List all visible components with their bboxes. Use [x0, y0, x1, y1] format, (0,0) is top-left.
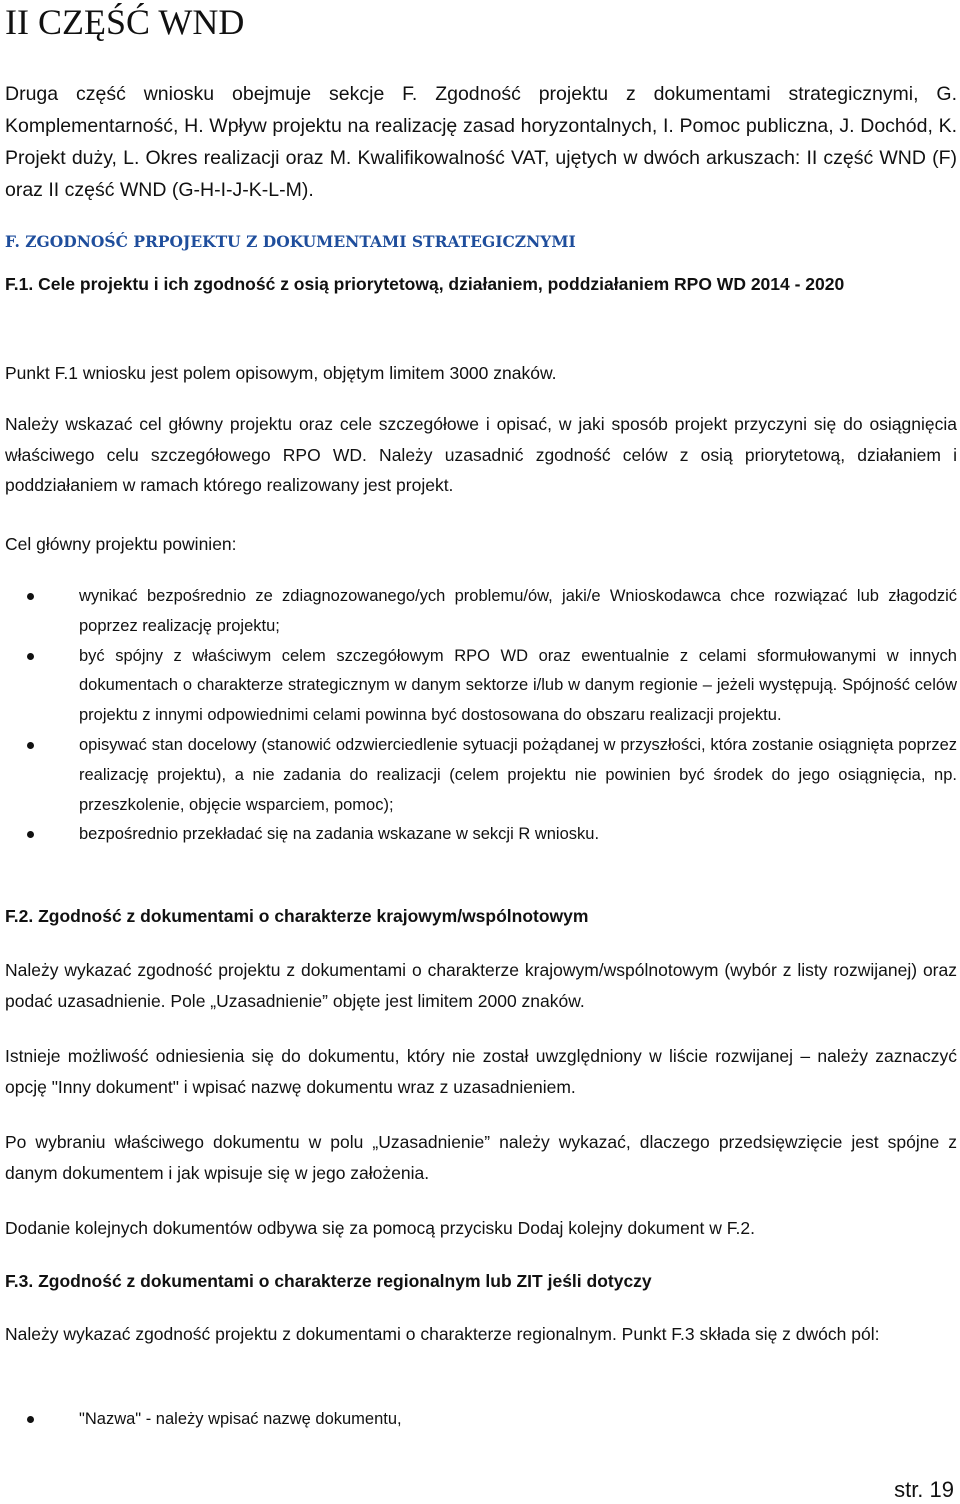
f1-paragraph-2: Należy wskazać cel główny projektu oraz cele szczegółowe i opisać, w jaki sposób projekt przyczyni się do osiągnięcia właściwego celu szczegółowego RPO WD. Należy uzasadnić zgodność celów z osią priorytetową, działaniem i poddziałaniem w ramach którego realizowany jest projekt.	[5, 414, 957, 495]
bullet-icon	[27, 742, 34, 749]
bullet-icon	[27, 593, 34, 600]
list-item: wynikać bezpośrednio ze zdiagnozowanego/ych problemu/ów, jaki/e Wnioskodawca chce rozwiązać lub złagodzić poprzez realizację projektu;	[5, 582, 957, 642]
list-item: być spójny z właściwym celem szczegółowym RPO WD oraz ewentualnie z celami sformułowanymi w innych dokumentach o charakterze strategicznym w danym sektorze i/lub w danym regionie – jeżeli występują. Spójność celów projektu z innymi odpowiednimi celami powinna być dostosowana do obszaru realizacji projektu.	[5, 642, 957, 731]
f1-paragraph-3: Cel główny projektu powinien:	[5, 534, 237, 554]
page-number: str. 19	[894, 1477, 954, 1502]
list-item: bezpośrednio przekładać się na zadania wskazane w sekcji R wniosku.	[5, 820, 957, 850]
f2-paragraph-3: Po wybraniu właściwego dokumentu w polu „Uzasadnienie” należy wykazać, dlaczego przedsięwzięcie jest spójne z danym dokumentem i jak wpisuje się w jego założenia.	[5, 1132, 957, 1183]
page-title: II CZĘŚĆ WND	[5, 2, 245, 42]
f1-paragraph-1: Punkt F.1 wniosku jest polem opisowym, objętym limitem 3000 znaków.	[5, 363, 557, 383]
list-item: "Nazwa" - należy wpisać nazwę dokumentu,	[5, 1405, 957, 1435]
bullet-icon	[27, 1416, 34, 1423]
f3-bullet-list	[5, 1405, 957, 1435]
f3-paragraph-1: Należy wykazać zgodność projektu z dokumentami o charakterze regionalnym. Punkt F.3 składa się z dwóch pól:	[5, 1324, 880, 1344]
intro-paragraph: Druga część wniosku obejmuje sekcje F. Zgodność projektu z dokumentami strategicznymi, G. Komplementarność, H. Wpływ projektu na realizację zasad horyzontalnych, I. Pomoc publiczna, J. Dochód, K. Projekt duży, L. Okres realizacji oraz M. Kwalifikowalność VAT, ujętych w dwóch arkuszach: II część WND (F) oraz II część WND (G-H-I-J-K-L-M).	[5, 83, 957, 201]
f3-heading: F.3. Zgodność z dokumentami o charakterze regionalnym lub ZIT jeśli dotyczy	[5, 1271, 652, 1291]
f1-heading: F.1. Cele projektu i ich zgodność z osią priorytetową, działaniem, poddziałaniem RPO WD 2014 - 2020	[5, 274, 845, 294]
f2-paragraph-4: Dodanie kolejnych dokumentów odbywa się za pomocą przycisku Dodaj kolejny dokument w F.2.	[5, 1218, 755, 1238]
f2-paragraph-1: Należy wykazać zgodność projektu z dokumentami o charakterze krajowym/wspólnotowym (wybór z listy rozwijanej) oraz podać uzasadnienie. Pole „Uzasadnienie” objęte jest limitem 2000 znaków.	[5, 960, 957, 1011]
f2-paragraph-2: Istnieje możliwość odniesienia się do dokumentu, który nie został uwzględniony w liście rozwijanej – należy zaznaczyć opcję "Inny dokument" i wpisać nazwę dokumentu wraz z uzasadnieniem.	[5, 1046, 957, 1097]
f2-heading: F.2. Zgodność z dokumentami o charakterze krajowym/wspólnotowym	[5, 906, 589, 926]
list-item: opisywać stan docelowy (stanowić odzwierciedlenie sytuacji pożądanej w przyszłości, która zostanie osiągnięta poprzez realizację projektu), a nie zadania do realizacji (celem projektu nie powinien być środek do jego osiągnięcia, np. przeszkolenie, objęcie wsparciem, pomoc);	[5, 731, 957, 820]
bullet-icon	[27, 653, 34, 660]
section-f-title: F. ZGODNOŚĆ PRPOJEKTU Z DOKUMENTAMI STRATEGICZNYMI	[5, 232, 576, 251]
bullet-icon	[27, 831, 34, 838]
f1-bullet-list	[5, 582, 957, 850]
